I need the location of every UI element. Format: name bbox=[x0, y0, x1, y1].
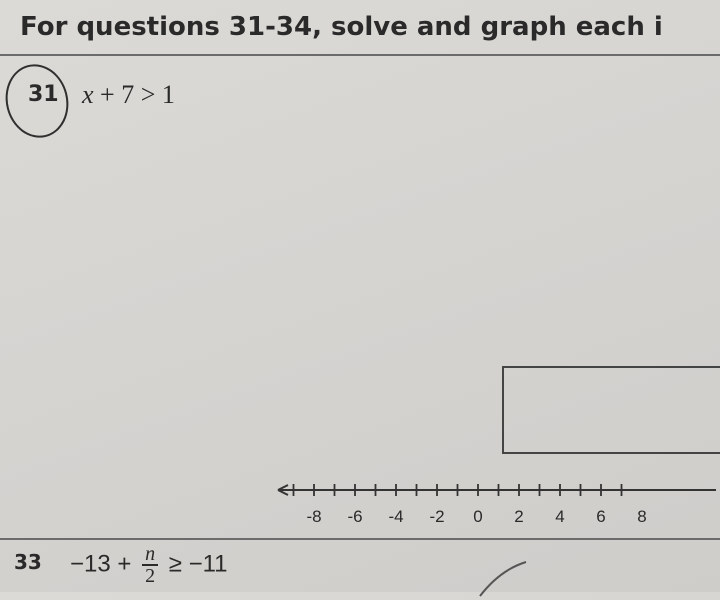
question-number: 33 bbox=[14, 550, 42, 574]
expression-right: ≥ −11 bbox=[162, 550, 228, 578]
tick-label: 2 bbox=[514, 507, 524, 526]
tick-label: -6 bbox=[347, 507, 363, 526]
expression-rest: + 7 > 1 bbox=[93, 80, 175, 109]
tick-label: 0 bbox=[473, 507, 483, 526]
top-rule bbox=[0, 54, 720, 56]
bottom-rule bbox=[0, 538, 720, 540]
pencil-arc-mark bbox=[476, 560, 536, 600]
tick-label: -2 bbox=[429, 507, 445, 526]
tick-label: 6 bbox=[596, 507, 606, 526]
fraction-denominator: 2 bbox=[145, 565, 156, 587]
inequality-expression bbox=[82, 80, 175, 110]
fraction-numerator: n bbox=[142, 544, 158, 566]
variable: x bbox=[82, 80, 94, 109]
tick-label: 8 bbox=[637, 507, 647, 526]
fraction bbox=[142, 544, 158, 586]
tick-label: -8 bbox=[306, 507, 322, 526]
expression-left: −13 + bbox=[70, 550, 139, 578]
instructions-heading: For questions 31-34, solve and graph each i bbox=[20, 12, 663, 42]
tick-label: -4 bbox=[388, 507, 404, 526]
answer-box[interactable] bbox=[502, 366, 720, 454]
number-line bbox=[276, 478, 720, 534]
question-number: 31 bbox=[28, 82, 59, 107]
inequality-expression bbox=[70, 544, 228, 586]
tick-label: 4 bbox=[555, 507, 565, 526]
